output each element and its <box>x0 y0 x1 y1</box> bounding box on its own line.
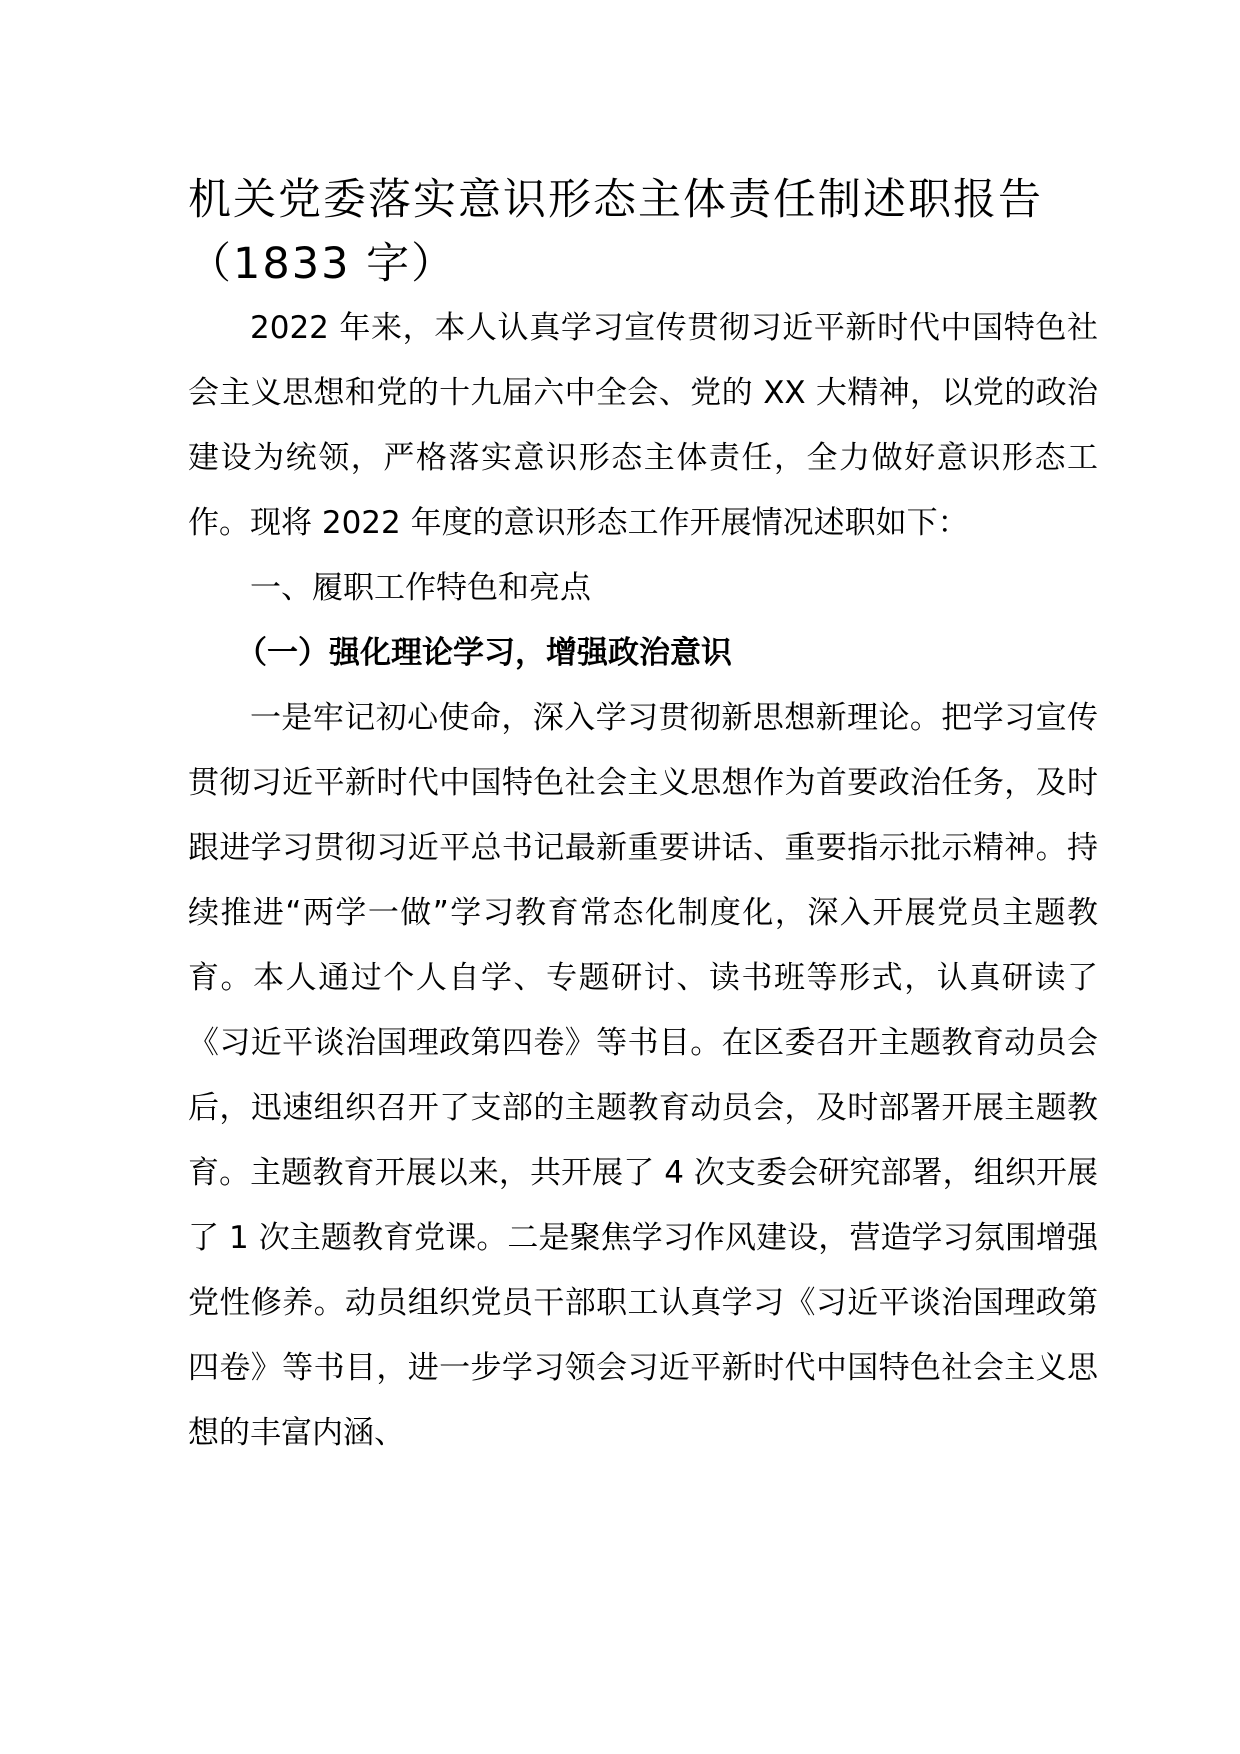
section-heading: 一、履职工作特色和亮点 <box>250 570 591 606</box>
document-body <box>188 296 1098 1466</box>
document-title: 机关党委落实意识形态主体责任制述职报告（1833 字） <box>188 175 1043 289</box>
subsection-heading: （一）强化理论学习，增强政治意识 <box>236 635 732 671</box>
body-paragraph: 一是牢记初心使命，深入学习贯彻新思想新理论。把学习宣传贯彻习近平新时代中国特色社会主义思想作为首要政治任务，及时跟进学习贯彻习近平总书记最新重要讲话、重要指示批示精神。持续推进“两学一做”学习教育常态化制度化，深入开展党员主题教育。本人通过个人自学、专题研讨、读书班等形式，认真研读了《习近平谈治国理政第四卷》等书目。在区委召开主题教育动员会后，迅速组织召开了支部的主题教育动员会，及时部署开展主题教育。主题教育开展以来，共开展了 4 次支委会研究部署，组织开展了 1 次主题教育党课。二是聚焦学习作风建设，营造学习氛围增强党性修养。动员组织党员干部职工认真学习《习近平谈治国理政第四卷》等书目，进一步学习领会习近平新时代中国特色社会主义思想的丰富内涵、 <box>188 700 1098 1451</box>
intro-paragraph: 2022 年来，本人认真学习宣传贯彻习近平新时代中国特色社会主义思想和党的十九届六中全会、党的 XX 大精神，以党的政治建设为统领，严格落实意识形态主体责任，全力做好意识形态工作。现将 2022 年度的意识形态工作开展情况述职如下： <box>188 310 1098 541</box>
